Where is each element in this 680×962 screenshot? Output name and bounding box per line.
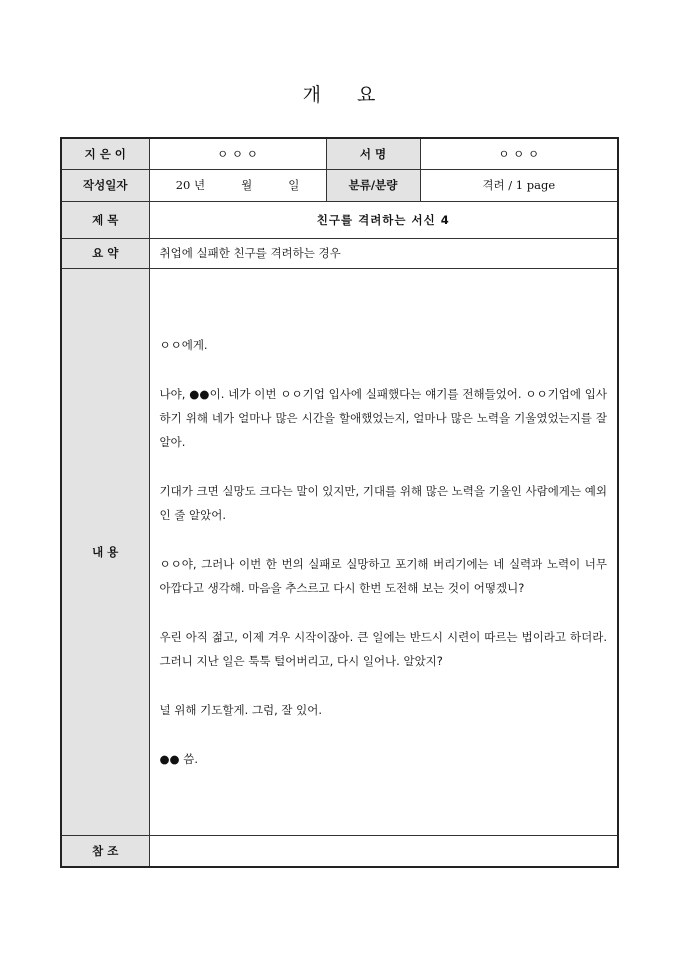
author-label: 지 은 이 — [61, 138, 149, 169]
content-label: 내 용 — [61, 268, 149, 835]
category-label: 분류/분량 — [326, 169, 420, 201]
letter-paragraph: 기대가 크면 실망도 크다는 말이 있지만, 기대를 위해 많은 노력을 기울인 사람에게는 예외인 줄 알았어. — [159, 483, 607, 522]
overview-form-table — [60, 137, 619, 868]
row-title — [61, 201, 618, 238]
summary-value: 취업에 실패한 친구를 격려하는 경우 — [149, 238, 618, 268]
document-title: 친구를 격려하는 서신 4 — [149, 201, 618, 238]
row-content — [61, 268, 618, 835]
letter-paragraph: 널 위해 기도할게. 그럼, 잘 있어. — [159, 702, 323, 717]
document-heading — [0, 80, 680, 107]
date-month: 월 — [241, 178, 253, 192]
author-value: ㅇ ㅇ ㅇ — [149, 138, 326, 169]
date-day: 일 — [288, 178, 300, 192]
letter-content — [149, 268, 618, 835]
heading-char-1: 개 — [302, 84, 323, 106]
letter-paragraph: 우린 아직 젊고, 이제 겨우 시작이잖아. 큰 일에는 반드시 시련이 따르는 법이라고 하더라. 그러니 지난 일은 툭툭 털어버리고, 다시 일어나. 알았지? — [159, 629, 607, 668]
date-year: 20 년 — [175, 178, 206, 192]
heading-char-2: 요 — [357, 84, 378, 106]
summary-label: 요 약 — [61, 238, 149, 268]
title-label: 제 목 — [61, 201, 149, 238]
reference-value — [149, 835, 618, 867]
date-label: 작성일자 — [61, 169, 149, 201]
letter-paragraph: ㅇㅇ야, 그러나 이번 한 번의 실패로 실망하고 포기해 버리기에는 네 실력과 노력이 너무 아깝다고 생각해. 마음을 추스르고 다시 한번 도전해 보는 것이 어떻겠니? — [159, 556, 607, 595]
row-author — [61, 138, 618, 169]
row-date — [61, 169, 618, 201]
row-summary — [61, 238, 618, 268]
reference-label: 참 조 — [61, 835, 149, 867]
row-reference — [61, 835, 618, 867]
signature-value: ㅇ ㅇ ㅇ — [420, 138, 618, 169]
date-value — [149, 169, 326, 201]
letter-paragraph: ㅇㅇ에게. — [159, 337, 208, 352]
letter-signoff: ●● 씀. — [159, 751, 198, 766]
signature-label: 서 명 — [326, 138, 420, 169]
letter-paragraph: 나야, ●●이. 네가 이번 ㅇㅇ기업 입사에 실패했다는 얘기를 전해들었어. ㅇㅇ기업에 입사하기 위해 네가 얼마나 많은 시간을 할애했었는지, 얼마나 많은 노력을 기울였었는지를 잘 알아. — [159, 386, 607, 449]
category-value: 격려 / 1 page — [420, 169, 618, 201]
